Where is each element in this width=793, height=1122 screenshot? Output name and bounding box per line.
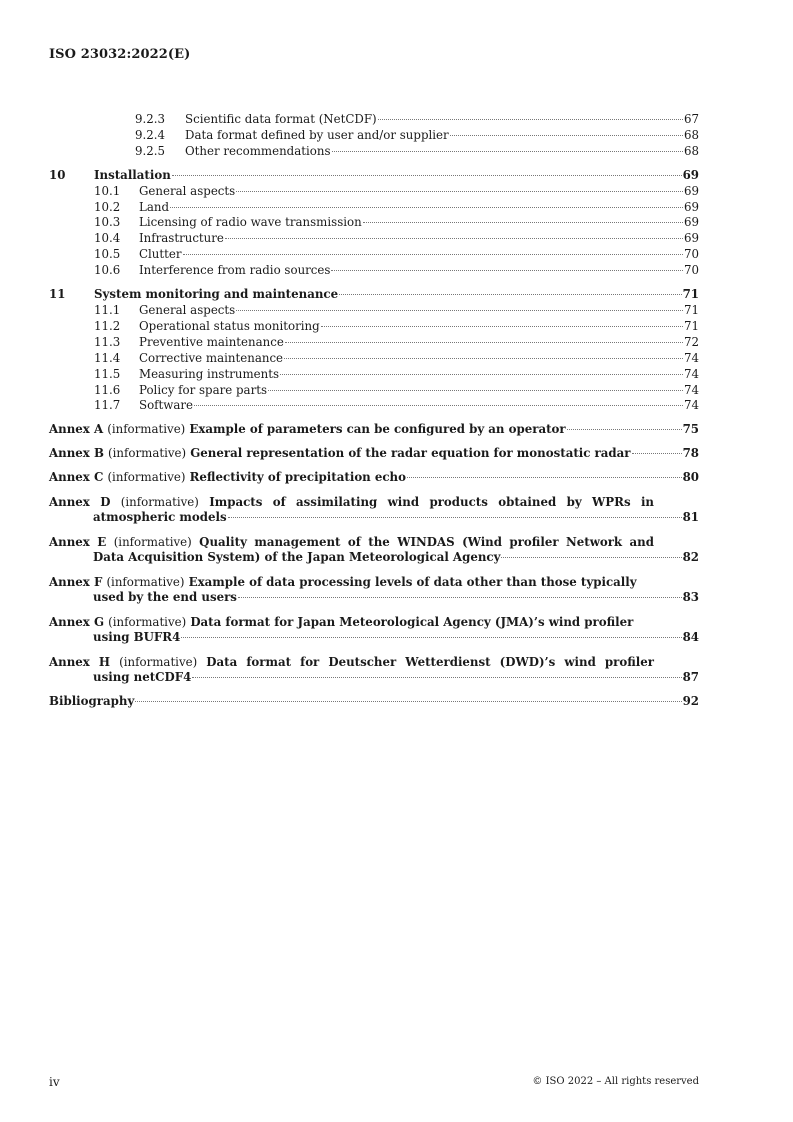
toc-entry-10-5[interactable] bbox=[49, 247, 699, 263]
leader-dots bbox=[378, 119, 683, 120]
toc-number: 10 bbox=[49, 167, 66, 182]
toc-entry-11-1[interactable] bbox=[49, 303, 699, 319]
annex-title-line1: Quality management of the WINDAS (Wind profiler Network and bbox=[199, 534, 654, 549]
toc-entry-annex-e[interactable] bbox=[49, 534, 699, 566]
toc-page: 69 bbox=[683, 231, 699, 246]
toc-page: 80 bbox=[682, 470, 699, 485]
leader-dots bbox=[363, 222, 683, 223]
annex-label: Annex C bbox=[49, 470, 104, 485]
toc-number: 11.5 bbox=[94, 366, 121, 381]
annex-label: Annex D bbox=[49, 495, 111, 510]
toc-page: 70 bbox=[683, 263, 699, 278]
toc-number: 11.6 bbox=[94, 382, 121, 397]
toc-title: Policy for spare parts bbox=[139, 382, 268, 397]
table-of-contents bbox=[49, 112, 699, 709]
toc-page: 83 bbox=[682, 589, 699, 604]
annex-informative: (informative) bbox=[107, 422, 186, 437]
toc-page: 78 bbox=[682, 446, 699, 461]
toc-number: 10.5 bbox=[94, 247, 121, 262]
annex-title-line2: Data Acquisition System) of the Japan Meteorological Agency bbox=[93, 549, 501, 564]
toc-title: Clutter bbox=[139, 247, 182, 262]
toc-page: 68 bbox=[683, 127, 699, 142]
annex-title-line2: atmospheric models bbox=[93, 510, 227, 525]
leader-dots bbox=[284, 358, 683, 359]
toc-page: 84 bbox=[682, 629, 699, 644]
annex-title: General representation of the radar equation for monostatic radar bbox=[190, 446, 631, 461]
toc-title: Installation bbox=[94, 167, 171, 182]
leader-dots bbox=[285, 342, 683, 343]
annex-informative: (informative) bbox=[106, 574, 185, 589]
annex-informative: (informative) bbox=[113, 534, 192, 549]
toc-page: 75 bbox=[682, 422, 699, 437]
toc-page: 74 bbox=[683, 350, 699, 365]
leader-dots bbox=[268, 390, 683, 391]
toc-entry-9-2-4[interactable] bbox=[49, 128, 699, 144]
toc-entry-11-3[interactable] bbox=[49, 335, 699, 351]
annex-informative: (informative) bbox=[107, 470, 186, 485]
toc-page: 69 bbox=[683, 199, 699, 214]
leader-dots bbox=[450, 135, 683, 136]
toc-entry-annex-a[interactable] bbox=[49, 422, 699, 438]
leader-dots bbox=[236, 310, 683, 311]
annex-title: Example of parameters can be configured by an operator bbox=[189, 422, 566, 437]
annex-title-line1: Data format for Deutscher Wetterdienst (DWD)’s wind profiler bbox=[206, 654, 654, 669]
toc-entry-annex-b[interactable] bbox=[49, 446, 699, 462]
toc-number: 11.7 bbox=[94, 398, 121, 413]
toc-title: Preventive maintenance bbox=[139, 334, 284, 349]
toc-entry-10-6[interactable] bbox=[49, 263, 699, 279]
toc-number: 11.1 bbox=[94, 302, 121, 317]
toc-number: 11.4 bbox=[94, 350, 121, 365]
toc-entry-annex-d[interactable] bbox=[49, 494, 699, 526]
toc-page: 74 bbox=[683, 382, 699, 397]
annex-informative: (informative) bbox=[108, 446, 187, 461]
toc-title: Interference from radio sources bbox=[139, 263, 331, 278]
toc-number: 9.2.5 bbox=[135, 143, 166, 158]
leader-dots bbox=[236, 191, 683, 192]
toc-entry-11-6[interactable] bbox=[49, 383, 699, 399]
toc-title: Licensing of radio wave transmission bbox=[139, 215, 362, 230]
annex-label: Annex F bbox=[49, 574, 103, 589]
toc-entry-9-2-5[interactable] bbox=[49, 144, 699, 160]
leader-dots bbox=[170, 207, 683, 208]
toc-page: 70 bbox=[683, 247, 699, 262]
annex-title-line2: used by the end users bbox=[93, 589, 237, 604]
toc-page: 82 bbox=[682, 549, 699, 564]
leader-dots bbox=[501, 557, 681, 558]
toc-entry-10-3[interactable] bbox=[49, 215, 699, 231]
toc-title: Other recommendations bbox=[185, 143, 331, 158]
annex-informative: (informative) bbox=[108, 614, 187, 629]
toc-number: 11.3 bbox=[94, 334, 121, 349]
toc-number: 9.2.4 bbox=[135, 127, 166, 142]
leader-dots bbox=[632, 453, 682, 454]
toc-title: Land bbox=[139, 199, 170, 214]
leader-dots bbox=[228, 517, 682, 518]
annex-title-line1: Example of data processing levels of data other than those typically bbox=[188, 574, 637, 589]
toc-title: Operational status monitoring bbox=[139, 318, 320, 333]
toc-title: Bibliography bbox=[49, 693, 135, 708]
toc-title: Measuring instruments bbox=[139, 366, 280, 381]
toc-title: System monitoring and maintenance bbox=[94, 287, 339, 302]
toc-title: Corrective maintenance bbox=[139, 350, 284, 365]
toc-page: 69 bbox=[683, 215, 699, 230]
leader-dots bbox=[567, 429, 682, 430]
toc-title: Infrastructure bbox=[139, 231, 224, 246]
leader-dots bbox=[135, 701, 681, 702]
toc-page: 87 bbox=[682, 669, 699, 684]
toc-page: 74 bbox=[683, 398, 699, 413]
toc-number: 9.2.3 bbox=[135, 112, 166, 126]
toc-number: 10.4 bbox=[94, 231, 121, 246]
toc-number: 11.2 bbox=[94, 318, 121, 333]
toc-page: 69 bbox=[683, 183, 699, 198]
toc-page: 72 bbox=[683, 334, 699, 349]
toc-page: 67 bbox=[683, 112, 699, 126]
toc-page: 71 bbox=[682, 287, 699, 302]
toc-entry-10-2[interactable] bbox=[49, 200, 699, 216]
document-id-header: ISO 23032:2022(E) bbox=[49, 47, 191, 62]
toc-entry-annex-g[interactable] bbox=[49, 614, 699, 646]
annex-label: Annex B bbox=[49, 446, 104, 461]
toc-title: Data format defined by user and/or supplier bbox=[185, 127, 449, 142]
toc-entry-9-2-3[interactable] bbox=[49, 112, 699, 128]
leader-dots bbox=[331, 270, 683, 271]
toc-entry-10[interactable] bbox=[49, 168, 699, 184]
toc-entry-11-4[interactable] bbox=[49, 351, 699, 367]
toc-page: 71 bbox=[683, 302, 699, 317]
toc-entry-10-4[interactable] bbox=[49, 231, 699, 247]
leader-dots bbox=[225, 238, 683, 239]
annex-title: Reflectivity of precipitation echo bbox=[189, 470, 407, 485]
toc-entry-annex-h[interactable] bbox=[49, 654, 699, 686]
leader-dots bbox=[192, 677, 681, 678]
toc-number: 10.1 bbox=[94, 183, 121, 198]
toc-entry-11[interactable] bbox=[49, 287, 699, 303]
leader-dots bbox=[321, 326, 683, 327]
leader-dots bbox=[194, 405, 683, 406]
toc-title: General aspects bbox=[139, 302, 236, 317]
toc-number: 10.3 bbox=[94, 215, 121, 230]
toc-page: 92 bbox=[682, 693, 699, 708]
annex-title-line2: using BUFR4 bbox=[93, 629, 181, 644]
toc-entry-10-1[interactable] bbox=[49, 184, 699, 200]
toc-page: 74 bbox=[683, 366, 699, 381]
toc-title: Scientific data format (NetCDF) bbox=[185, 112, 377, 126]
leader-dots bbox=[407, 477, 682, 478]
annex-title-line1: Impacts of assimilating wind products obtained by WPRs in bbox=[209, 495, 655, 510]
leader-dots bbox=[172, 175, 682, 176]
toc-entry-annex-f[interactable] bbox=[49, 574, 699, 606]
toc-number: 10.6 bbox=[94, 263, 121, 278]
toc-page: 71 bbox=[683, 318, 699, 333]
toc-entry-annex-c[interactable] bbox=[49, 470, 699, 486]
leader-dots bbox=[238, 597, 682, 598]
annex-informative: (informative) bbox=[119, 654, 198, 669]
annex-label: Annex G bbox=[49, 614, 105, 629]
leader-dots bbox=[339, 294, 681, 295]
leader-dots bbox=[183, 254, 683, 255]
toc-title: General aspects bbox=[139, 183, 236, 198]
toc-page: 68 bbox=[683, 143, 699, 158]
toc-number: 11 bbox=[49, 287, 66, 302]
toc-number: 10.2 bbox=[94, 199, 121, 214]
toc-title: Software bbox=[139, 398, 194, 413]
page-number: iv bbox=[49, 1075, 60, 1089]
toc-page: 69 bbox=[682, 167, 699, 182]
toc-entry-11-2[interactable] bbox=[49, 319, 699, 335]
annex-label: Annex E bbox=[49, 534, 107, 549]
copyright-notice: © ISO 2022 – All rights reserved bbox=[532, 1076, 699, 1087]
toc-entry-bibliography[interactable] bbox=[49, 694, 699, 710]
toc-entry-11-5[interactable] bbox=[49, 367, 699, 383]
annex-title-line1: Data format for Japan Meteorological Agency (JMA)’s wind profiler bbox=[190, 614, 634, 629]
leader-dots bbox=[332, 151, 683, 152]
annex-title-line2: using netCDF4 bbox=[93, 669, 192, 684]
annex-label: Annex A bbox=[49, 422, 104, 437]
leader-dots bbox=[280, 374, 683, 375]
toc-entry-11-7[interactable] bbox=[49, 398, 699, 414]
leader-dots bbox=[181, 637, 681, 638]
toc-page: 81 bbox=[682, 510, 699, 525]
annex-label: Annex H bbox=[49, 654, 111, 669]
annex-informative: (informative) bbox=[120, 495, 199, 510]
